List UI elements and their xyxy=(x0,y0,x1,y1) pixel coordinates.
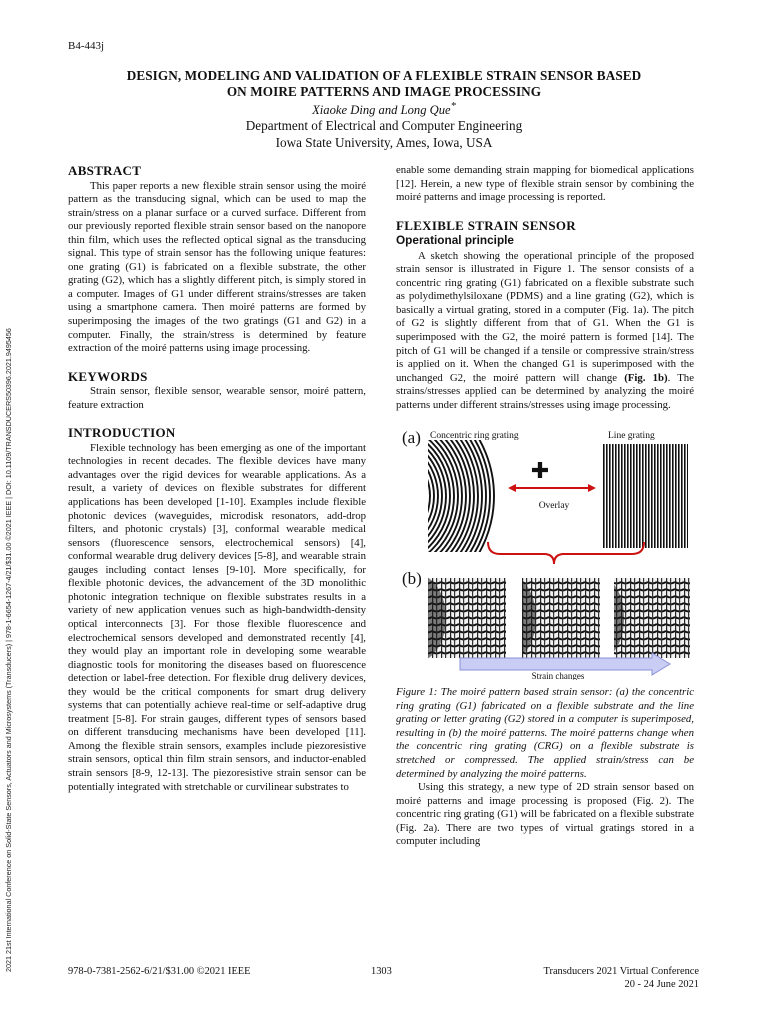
grating-ring xyxy=(396,468,406,524)
footer-conference-dates: 20 - 24 June 2021 xyxy=(624,978,699,990)
overlay-arrow xyxy=(508,484,596,492)
figure-label-b: (b) xyxy=(402,569,422,589)
grating-ring xyxy=(396,426,458,576)
strain-changes-label: Strain changes xyxy=(531,671,585,681)
grating-ring xyxy=(396,448,426,544)
authors xyxy=(60,101,708,118)
introduction-text: Flexible technology has been emerging as one of the important technologies in recent decades. The flexible devices have many advantages over the rigid devices for wearable applications. As a result, a variety of devices on flexible substrates for different applications has been developed [1-10]. Examples include flexible photonic devices (waveguides, microdisk resonators, add-drop filters, and photonic crystals) [3], conformal wearable medical sensors (fluorescence sensors, electrochemical sensors) [4], conformal wearable drug delivery devices [5-8], and wearable strain gauges including contact lenses [9-10]. More specifically, for flexible photonic devices, the advancement of the 3D monolithic photonic integration technique on flexible substrates results in a variety of new application venues such as high-bandwidth-density optical interconnects [3]. For those flexible fluorescence and electrochemical sensors developed and demonstrated recently [4], they would play an important role in developing some wearable diagnostic tools for monitoring the diseases based on fluorescence detection or label-free detection. For flexible drug delivery devices, they would be the critical components for smart drug delivery systems that can potentially achieve real-time or self-adaptive drug treatment [5-8]. For strain gauges, different types of sensors based on different transducing mechanisms have been developed [11]. Among the flexible strain sensors, examples include piezoresistive strain sensors, optical thin film strain sensors, and inductor-enabled strain sensors [8-9, 12-13]. The piezoresistive strain sensor can be potentially integrated with stretchable or curvilinear substrates to xyxy=(68,441,366,793)
after-figure-text: Using this strategy, a new type of 2D strain sensor based on moiré patterns and image processing is proposed (Fig. 2). The concentric ring grating (G1) will be fabricated on a flexible substrate (Fig. 2a). There are two types of virtual gratings stored in a computer including xyxy=(396,781,694,848)
figure-1-caption: Figure 1: The moiré pattern based strain sensor: (a) the concentric ring grating (G1) fabricated on a flexible substrate and the line grating or letter grating (G2) stored in a computer is superimposed, resulting in (b) the moiré patterns. The moiré patterns change when the concentric ring grating (CRG) on a flexible substrate is stretched or compressed. The applied strain/stress can be determined by analyzing the moiré patterns. xyxy=(396,686,694,780)
department: Department of Electrical and Computer Engineering xyxy=(245,118,523,133)
keywords-heading: KEYWORDS xyxy=(68,368,148,384)
side-doi-stamp: 2021 21st International Conference on Solid-State Sensors, Actuators and Microsystems (Transducers) | 978-1-6654-1267-4/21/$31.00 ©2021 IEEE | DOI: 10.1109/TRANSDUCERS50396.2021.9495456 xyxy=(4,328,13,972)
left-column xyxy=(68,164,366,794)
plus-symbol: ✚ xyxy=(530,458,550,484)
principle-text-a: A sketch showing the operational principle of the proposed strain sensor is illustrated in Figure 1. The sensor consists of a concentric ring grating (G1) fabricated on a flexible substrate such as polydimethylsiloxane (PDMS) and a line grating (G2), which is basically a virtual grating, stored in a computer (Fig. 1a). The pitch of G2 is slightly different from that of G1. When the G1 is superimposed with the G2, the moiré pattern is formed [14]. The pitch of G1 will be changed if a tensile or compressive strain/stress is applied on it. When the changed G1 is superimposed with the unchanged G2, the moiré pattern will change xyxy=(396,249,694,384)
university: Iowa State University, Ames, Iowa, USA xyxy=(275,135,493,150)
figure-label-a: (a) xyxy=(402,428,421,448)
grating-ring xyxy=(396,426,466,584)
concentric-ring-label: Concentric ring grating xyxy=(430,431,519,442)
keywords-text: Strain sensor, flexible sensor, wearable sensor, moiré pattern, feature extraction xyxy=(68,385,366,411)
line-grating-label: Line grating xyxy=(608,431,655,442)
introduction-continued: enable some demanding strain mapping for biomedical applications [12]. Herein, a new type of flexible strain sensor by combining the moiré patterns and image processing is reported. xyxy=(396,164,694,204)
footer-isbn: 978-0-7381-2562-6/21/$31.00 ©2021 IEEE xyxy=(68,966,251,977)
grating-ring xyxy=(396,472,402,520)
operational-principle-text xyxy=(396,250,694,413)
figure-1 xyxy=(396,426,694,680)
corresponding-author-mark: * xyxy=(450,101,456,112)
footer-page-number: 1303 xyxy=(371,966,392,977)
introduction-heading: INTRODUCTION xyxy=(68,425,176,441)
grating-ring xyxy=(396,464,410,528)
grating-ring xyxy=(396,460,414,532)
right-column xyxy=(396,164,694,849)
operational-principle-heading: Operational principle xyxy=(396,233,514,248)
title-line-1: DESIGN, MODELING AND VALIDATION OF A FLEXIBLE STRAIN SENSOR BASED xyxy=(126,68,642,83)
line-grating xyxy=(602,444,688,548)
abstract-heading: ABSTRACT xyxy=(68,163,142,178)
grating-ring xyxy=(396,476,398,516)
document-code: B4-443j xyxy=(68,40,105,52)
overlay-label: Overlay xyxy=(538,501,570,512)
figure-1b-reference: (Fig. 1b) xyxy=(624,371,668,384)
figure-1-graphic xyxy=(396,426,694,680)
title-line-2: ON MOIRE PATTERNS AND IMAGE PROCESSING xyxy=(226,84,542,99)
paper-title xyxy=(60,68,708,100)
footer-conference-name: Transducers 2021 Virtual Conference xyxy=(543,966,699,977)
grating-ring xyxy=(396,456,418,536)
footer-conference xyxy=(544,966,700,991)
affiliation xyxy=(60,117,708,151)
flexible-sensor-heading: FLEXIBLE STRAIN SENSOR xyxy=(396,217,576,233)
principle-text-b: . The strains/stresses applied can be determined by analyzing the moiré patterns under different strains/stresses using image processing. xyxy=(396,371,694,411)
grating-ring xyxy=(396,444,430,548)
grating-ring xyxy=(396,452,422,540)
abstract-text: This paper reports a new flexible strain sensor using the moiré pattern as the transducing signal, which can be used to map the strain/stress on a planar surface or a curved surface. Different from our previously reported flexible strain sensor based on the nanopore thin film, which uses the reflected optical signal as the transducing signal. This type of strain sensor has the following unique features: one grating (G1) is fabricated on a flexible substrate, the other grating (G2), which has a slightly different pitch, is simply stored in a computer. Images of G1 under different strains/stresses are taken using a smartphone camera. Then moiré patterns are formed by superimposing the images of the two gratings (G1 and G2) in a computer. Finally, the strain/stress is determined by feature extraction of the moiré patterns using image processing. xyxy=(68,179,366,355)
author-names: Xiaoke Ding and Long Que xyxy=(312,103,451,118)
